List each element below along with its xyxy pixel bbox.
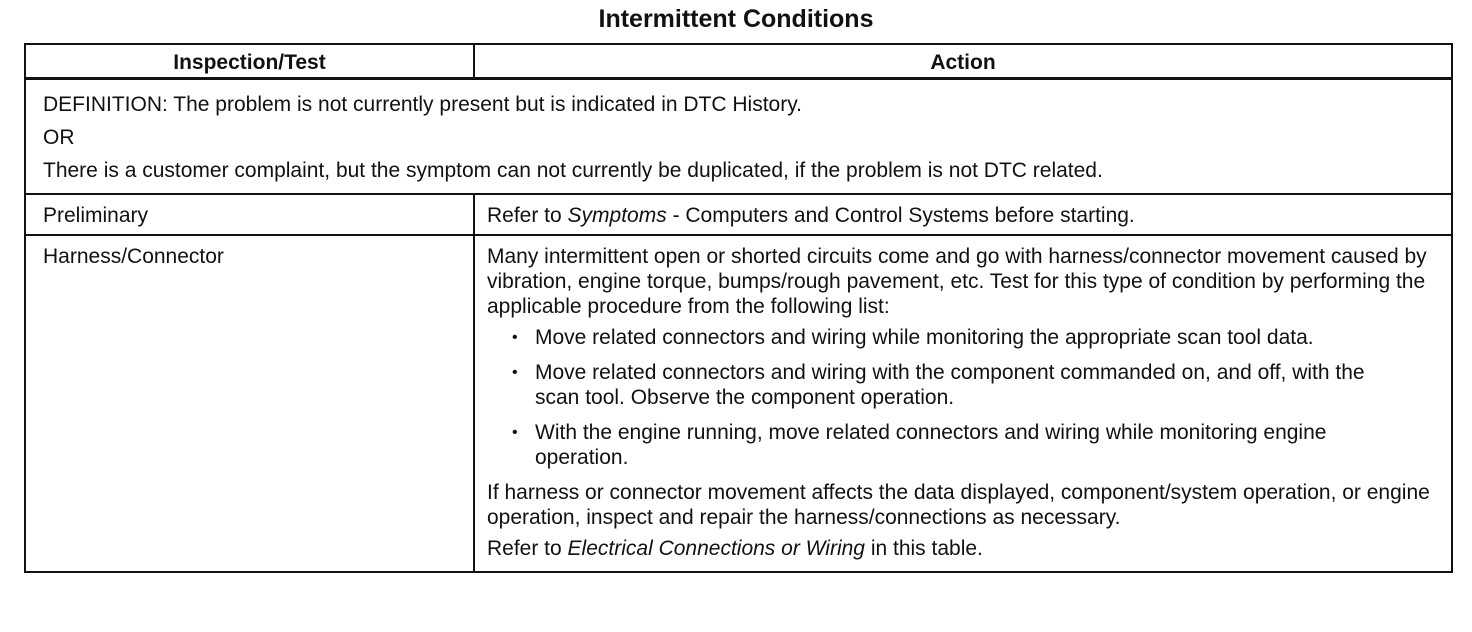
action-reference: [487, 536, 1437, 561]
action-italic-ref: Symptoms: [567, 203, 667, 227]
definition-alternate: There is a customer complaint, but the symptom can not currently be duplicated, if the problem is not DTC related.: [43, 158, 1103, 182]
list-item-text: With the engine running, move related connectors and wiring while monitoring engine operation.: [535, 420, 1327, 469]
definition-or: OR: [43, 125, 75, 149]
definition-text: DEFINITION: The problem is not currently present but is indicated in DTC History.: [43, 92, 802, 116]
table-row: [25, 194, 1452, 235]
definition-cell: [25, 78, 1452, 194]
list-item: [487, 420, 1437, 470]
action-italic-ref: Electrical Connections or Wiring: [567, 536, 865, 560]
list-item-text: Move related connectors and wiring with the component commanded on, and off, with the scan tool. Observe the component operation.: [535, 360, 1365, 409]
header-action: Action: [474, 44, 1452, 78]
action-text: in this table.: [864, 536, 983, 560]
row-action-preliminary: [474, 194, 1452, 235]
definition-row: [25, 78, 1452, 194]
procedure-list: [487, 325, 1437, 470]
action-text: Refer to: [487, 536, 568, 560]
bullet-icon: •: [512, 328, 518, 346]
header-row: [25, 44, 1452, 78]
row-label-preliminary: Preliminary: [25, 194, 474, 235]
intermittent-conditions-table: [24, 43, 1453, 573]
action-after: If harness or connector movement affects the data displayed, component/system operation, or engine operation, inspect and repair the harness/connections as necessary.: [487, 480, 1430, 529]
bullet-icon: •: [512, 363, 518, 381]
action-text: Refer to: [487, 203, 568, 227]
bullet-icon: •: [512, 423, 518, 441]
list-item: [487, 360, 1437, 410]
action-text: - Computers and Control Systems before starting.: [666, 203, 1135, 227]
table-title: Intermittent Conditions: [598, 5, 874, 33]
table-row: [25, 235, 1452, 572]
action-intro: Many intermittent open or shorted circuits come and go with harness/connector movement caused by vibration, engine torque, bumps/rough pavement, etc. Test for this type of condition by performing the applicable procedure from the following list:: [487, 244, 1427, 318]
row-label-harness-connector: Harness/Connector: [25, 235, 474, 572]
header-inspection-test: Inspection/Test: [25, 44, 474, 78]
row-action-harness-connector: [474, 235, 1452, 572]
list-item-text: Move related connectors and wiring while monitoring the appropriate scan tool data.: [535, 325, 1314, 349]
list-item: [487, 325, 1437, 350]
